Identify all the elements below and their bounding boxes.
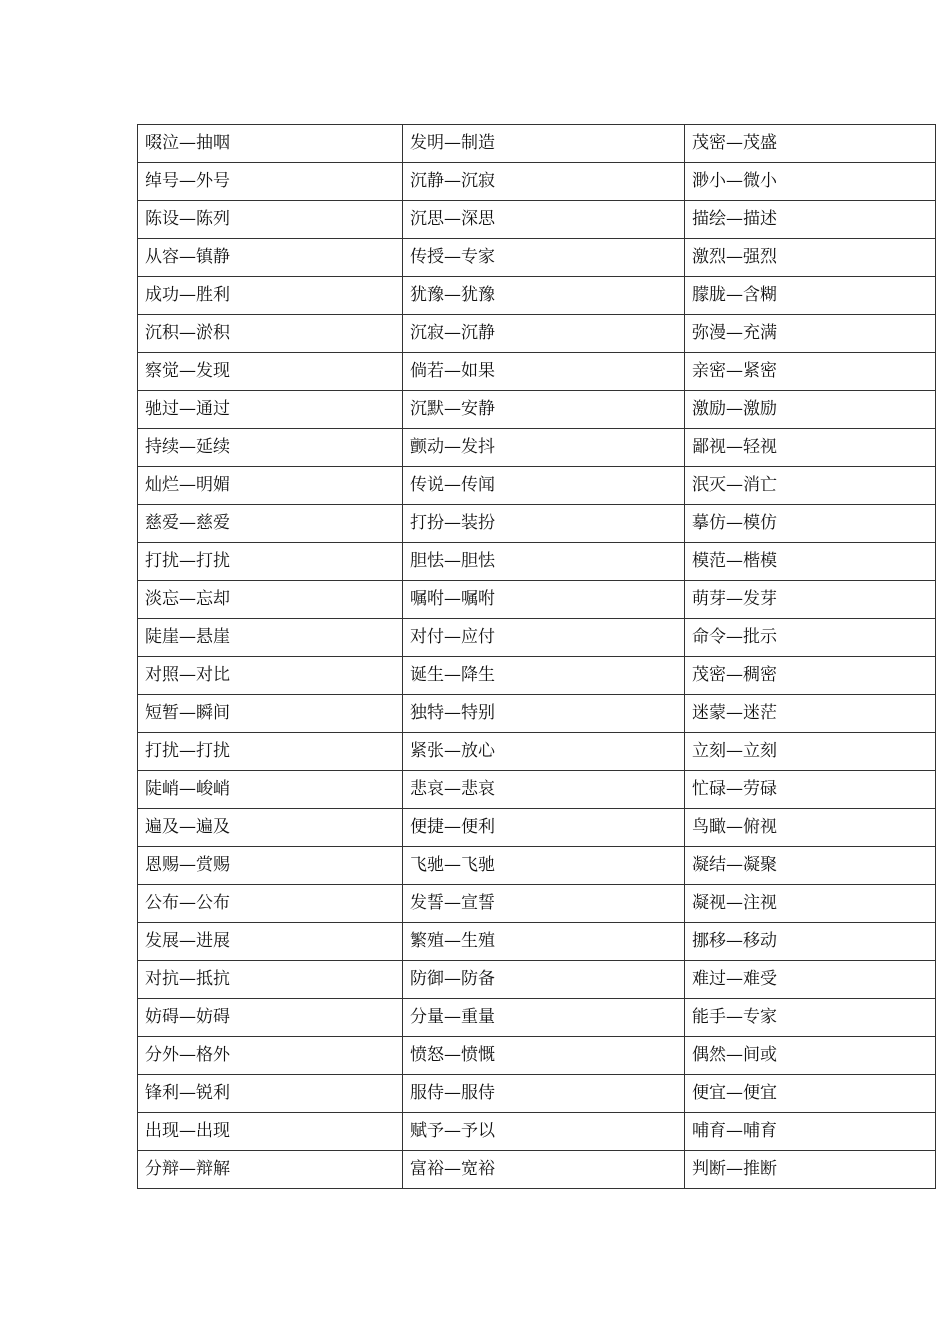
synonym-pair-cell: 飞驰—飞驰 [403,847,685,885]
synonym-pair-cell: 持续—延续 [138,429,403,467]
synonym-table [137,124,936,1189]
table-row [138,695,936,733]
table-row [138,429,936,467]
table-row [138,733,936,771]
table-row [138,505,936,543]
synonym-pair-cell: 锋利—锐利 [138,1075,403,1113]
synonym-pair-cell: 摹仿—模仿 [685,505,936,543]
synonym-pair-cell: 发誓—宣誓 [403,885,685,923]
synonym-pair-cell: 分量—重量 [403,999,685,1037]
table-row [138,201,936,239]
synonym-pair-cell: 驰过—通过 [138,391,403,429]
table-row [138,125,936,163]
table-row [138,391,936,429]
synonym-pair-cell: 茂密—茂盛 [685,125,936,163]
synonym-pair-cell: 泯灭—消亡 [685,467,936,505]
synonym-pair-cell: 赋予—予以 [403,1113,685,1151]
synonym-pair-cell: 立刻—立刻 [685,733,936,771]
synonym-pair-cell: 亲密—紧密 [685,353,936,391]
table-row [138,239,936,277]
synonym-pair-cell: 出现—出现 [138,1113,403,1151]
synonym-pair-cell: 打扰—打扰 [138,733,403,771]
synonym-pair-cell: 发明—制造 [403,125,685,163]
synonym-pair-cell: 对抗—抵抗 [138,961,403,999]
synonym-pair-cell: 打扰—打扰 [138,543,403,581]
synonym-pair-cell: 偶然—间或 [685,1037,936,1075]
synonym-table-body [138,125,936,1189]
synonym-pair-cell: 凝结—凝聚 [685,847,936,885]
synonym-pair-cell: 难过—难受 [685,961,936,999]
synonym-pair-cell: 淡忘—忘却 [138,581,403,619]
synonym-pair-cell: 沉积—淤积 [138,315,403,353]
synonym-pair-cell: 紧张—放心 [403,733,685,771]
synonym-pair-cell: 颤动—发抖 [403,429,685,467]
synonym-pair-cell: 描绘—描述 [685,201,936,239]
table-row [138,163,936,201]
synonym-pair-cell: 妨碍—妨碍 [138,999,403,1037]
synonym-pair-cell: 独特—特别 [403,695,685,733]
table-row [138,657,936,695]
synonym-pair-cell: 便宜—便宜 [685,1075,936,1113]
synonym-pair-cell: 悲哀—悲哀 [403,771,685,809]
table-row [138,1113,936,1151]
synonym-pair-cell: 遍及—遍及 [138,809,403,847]
synonym-pair-cell: 判断—推断 [685,1151,936,1189]
synonym-pair-cell: 打扮—装扮 [403,505,685,543]
table-row [138,847,936,885]
table-row [138,277,936,315]
synonym-pair-cell: 命令—批示 [685,619,936,657]
synonym-pair-cell: 成功—胜利 [138,277,403,315]
synonym-pair-cell: 分辩—辩解 [138,1151,403,1189]
synonym-pair-cell: 哺育—哺育 [685,1113,936,1151]
table-row [138,315,936,353]
synonym-pair-cell: 弥漫—充满 [685,315,936,353]
synonym-pair-cell: 啜泣—抽咽 [138,125,403,163]
synonym-pair-cell: 能手—专家 [685,999,936,1037]
synonym-pair-cell: 富裕—宽裕 [403,1151,685,1189]
synonym-pair-cell: 朦胧—含糊 [685,277,936,315]
synonym-pair-cell: 陈设—陈列 [138,201,403,239]
synonym-pair-cell: 公布—公布 [138,885,403,923]
table-row [138,543,936,581]
synonym-pair-cell: 嘱咐—嘱咐 [403,581,685,619]
synonym-pair-cell: 萌芽—发芽 [685,581,936,619]
synonym-pair-cell: 从容—镇静 [138,239,403,277]
synonym-pair-cell: 迷蒙—迷茫 [685,695,936,733]
synonym-pair-cell: 愤怒—愤慨 [403,1037,685,1075]
table-row [138,885,936,923]
synonym-pair-cell: 恩赐—赏赐 [138,847,403,885]
table-row [138,353,936,391]
synonym-pair-cell: 沉默—安静 [403,391,685,429]
synonym-pair-cell: 凝视—注视 [685,885,936,923]
synonym-pair-cell: 发展—进展 [138,923,403,961]
synonym-pair-cell: 短暂—瞬间 [138,695,403,733]
synonym-pair-cell: 灿烂—明媚 [138,467,403,505]
synonym-pair-cell: 陡峭—峻峭 [138,771,403,809]
synonym-pair-cell: 传说—传闻 [403,467,685,505]
synonym-pair-cell: 便捷—便利 [403,809,685,847]
synonym-pair-cell: 鸟瞰—俯视 [685,809,936,847]
synonym-pair-cell: 诞生—降生 [403,657,685,695]
table-row [138,1037,936,1075]
synonym-pair-cell: 激励—激励 [685,391,936,429]
synonym-pair-cell: 陡崖—悬崖 [138,619,403,657]
synonym-pair-cell: 模范—楷模 [685,543,936,581]
table-row [138,999,936,1037]
synonym-pair-cell: 茂密—稠密 [685,657,936,695]
synonym-pair-cell: 忙碌—劳碌 [685,771,936,809]
synonym-pair-cell: 鄙视—轻视 [685,429,936,467]
synonym-pair-cell: 传授—专家 [403,239,685,277]
synonym-pair-cell: 察觉—发现 [138,353,403,391]
synonym-pair-cell: 对照—对比 [138,657,403,695]
synonym-pair-cell: 犹豫—犹豫 [403,277,685,315]
table-row [138,581,936,619]
synonym-pair-cell: 分外—格外 [138,1037,403,1075]
table-row [138,1075,936,1113]
table-row [138,1151,936,1189]
table-row [138,771,936,809]
synonym-pair-cell: 沉寂—沉静 [403,315,685,353]
synonym-pair-cell: 激烈—强烈 [685,239,936,277]
table-row [138,619,936,657]
synonym-pair-cell: 慈爱—慈爱 [138,505,403,543]
synonym-pair-cell: 对付—应付 [403,619,685,657]
synonym-pair-cell: 渺小—微小 [685,163,936,201]
synonym-pair-cell: 繁殖—生殖 [403,923,685,961]
synonym-pair-cell: 绰号—外号 [138,163,403,201]
table-row [138,809,936,847]
synonym-pair-cell: 防御—防备 [403,961,685,999]
synonym-pair-cell: 沉静—沉寂 [403,163,685,201]
synonym-pair-cell: 服侍—服侍 [403,1075,685,1113]
table-row [138,961,936,999]
synonym-pair-cell: 胆怯—胆怯 [403,543,685,581]
table-row [138,923,936,961]
table-row [138,467,936,505]
synonym-pair-cell: 沉思—深思 [403,201,685,239]
synonym-pair-cell: 倘若—如果 [403,353,685,391]
synonym-pair-cell: 挪移—移动 [685,923,936,961]
